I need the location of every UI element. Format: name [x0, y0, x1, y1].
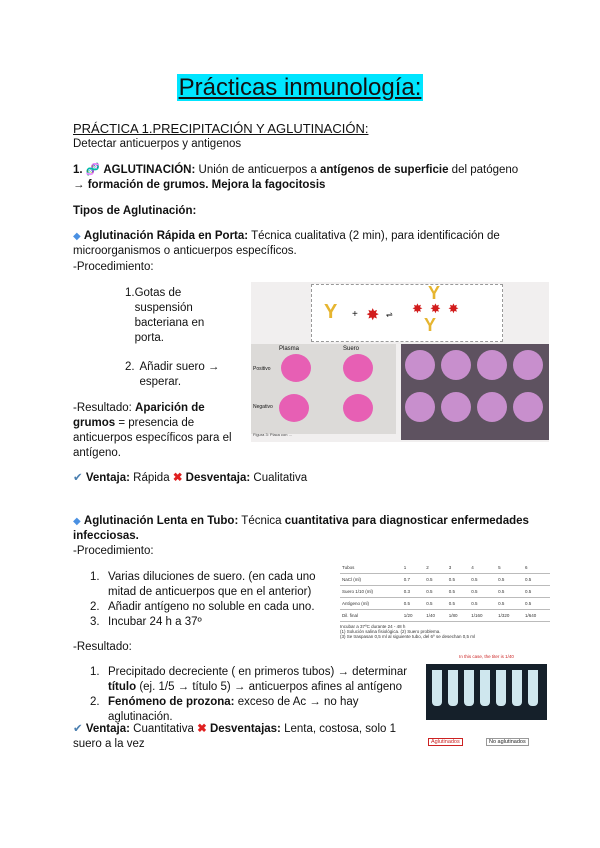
list-item: 1. Varias diluciones de suero. (en cada uno mitad de anticuerpos que en el anterior)	[90, 571, 316, 598]
list-item: 1. Gotas de suspensión bacteriana en porta.	[125, 287, 205, 344]
section-subtitle: Detectar anticuerpos y antigenos	[73, 138, 242, 150]
slide-photo: Plasma Suero Positivo Negativo	[251, 344, 396, 434]
aglutinacion-paragraph: 1. 🧬 AGLUTINACIÓN: Unión de anticuerpos a antígenos de superficie del patógeno → formación de grumos. Mejora la fagocitosis	[73, 164, 519, 191]
diamond-icon: ◆	[73, 516, 81, 527]
tubes-figure: In this case, the titer is 1/40 Aglutinados No aglutinados	[424, 654, 549, 750]
antibody-icon: Y	[324, 301, 338, 323]
porta-result: -Resultado: Aparición de grumos = presencia de anticuerpos específicos para el antígeno.	[73, 402, 232, 459]
tubo-description: ◆ Aglutinación Lenta en Tubo: Técnica cuantitativa para diagnosticar enfermedades infecciosas.	[73, 515, 529, 542]
dilution-table-figure: Tubos 1 2 3 4 5 6 NaCl (ml) 0.7 0.5 0.5 0.5 0.5 0.5 Suero 1/10 (ml) 0.3 0.5 0.5 0.5 0.5 0.5 Antígeno (ml) 0.5 0.5 0.5 0.5 0.5 0.5 Dil. final 1/20 1/40 1/80 1/160 1/320 1/640 Incubar a 37ºC durante 24 - 48 h (1) Solución salina fisiológica. (2) Suero problema. (3) Se traspasan 0,5 ml al siguiente tubo, del 6º se desechan 0,5 ml	[340, 562, 550, 642]
dna-icon: 🧬	[85, 164, 101, 176]
tubo-proc-label: -Procedimiento:	[73, 545, 154, 557]
list-item: 2. Añadir antígeno no soluble en cada uno.	[90, 601, 315, 613]
cross-icon: ✖	[197, 723, 207, 735]
list-item: 3. Incubar 24 h a 37º	[90, 616, 202, 628]
table-row: Dil. final 1/20 1/40 1/80 1/160 1/320 1/640	[340, 610, 550, 622]
list-item: 2. Añadir suero → esperar.	[125, 361, 220, 388]
porta-description: ◆ Aglutinación Rápida en Porta: Técnica cualitativa (2 min), para identificación de microorganismos o anticuerpos específicos.	[73, 230, 500, 257]
cross-icon: ✖	[172, 472, 183, 484]
dilution-table: Tubos 1 2 3 4 5 6 NaCl (ml) 0.7 0.5 0.5 0.5 0.5 0.5 Suero 1/10 (ml) 0.3 0.5 0.5 0.5 0.5 0.5 Antígeno (ml) 0.5 0.5 0.5 0.5 0.5 0.5 Dil. final 1/20 1/40 1/80 1/160 1/320 1/640	[340, 562, 550, 622]
table-row: Suero 1/10 (ml) 0.3 0.5 0.5 0.5 0.5 0.5	[340, 586, 550, 598]
tipos-heading: Tipos de Aglutinación:	[73, 205, 197, 217]
tubo-result-label: -Resultado:	[73, 641, 132, 653]
list-item: 2. Fenómeno de prozona: exceso de Ac → no hay aglutinación.	[90, 696, 359, 723]
table-row: NaCl (ml) 0.7 0.5 0.5 0.5 0.5 0.5	[340, 574, 550, 586]
antigen-icon: ✸	[366, 307, 380, 324]
section-heading: PRÁCTICA 1.PRECIPITACIÓN Y AGLUTINACIÓN:	[73, 121, 369, 136]
table-row: Antígeno (ml) 0.5 0.5 0.5 0.5 0.5 0.5	[340, 598, 550, 610]
check-icon: ✔	[73, 723, 83, 735]
tubo-ventajas: ✔ Ventaja: Cuantitativa ✖ Desventajas: Lenta, costosa, solo 1 suero a la vez	[73, 723, 396, 750]
tubo-steps	[90, 570, 320, 630]
check-icon: ✔	[73, 472, 83, 484]
tubes-photo	[426, 664, 547, 720]
lattice-icon: Y ✸ ✸ ✸ Y	[412, 283, 459, 335]
diamond-icon: ◆	[73, 231, 81, 242]
well-plate-photo	[401, 344, 549, 440]
porta-ventajas: ✔ Ventaja: Rápida ✖ Desventaja: Cualitativa	[73, 472, 308, 484]
porta-steps	[125, 286, 230, 390]
tubo-results	[90, 665, 420, 725]
page-title: Prácticas inmunología:	[178, 74, 422, 101]
agglutination-figure: Y + ✸ ⇌ Y ✸ ✸ ✸ Y Plasma Suero Positivo Negativo Figura 3: Placa con ...	[251, 282, 549, 442]
porta-proc-label: -Procedimiento:	[73, 261, 154, 273]
list-item: 1. Precipitado decreciente ( en primeros tubos) → determinar título (ej. 1/5 → título 5) → anticuerpos afines al antígeno	[90, 666, 408, 693]
diagram-box: Y + ✸ ⇌ Y ✸ ✸ ✸ Y	[311, 284, 503, 342]
